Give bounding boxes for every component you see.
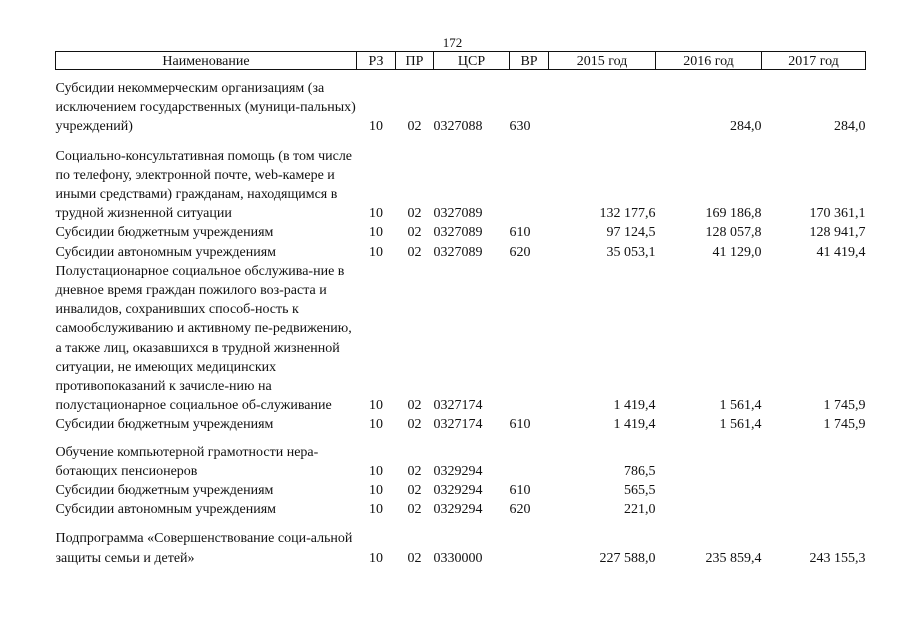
- row-vr: [510, 262, 549, 416]
- table-row: [56, 415, 866, 434]
- row-csr: 0327089: [433, 225, 483, 241]
- row-vr: 620: [509, 244, 531, 260]
- row-pr: 02: [407, 502, 422, 518]
- row-2017: 128 941,7: [809, 225, 866, 241]
- row-csr: 0327174: [433, 398, 483, 414]
- table-row: [56, 262, 866, 416]
- row-pr: 02: [407, 398, 422, 414]
- row-2017: [762, 500, 866, 519]
- table-row: [56, 243, 866, 262]
- header-2016: 2016 год: [656, 52, 762, 70]
- row-pr: 02: [407, 483, 422, 499]
- row-csr: 0329294: [433, 502, 483, 518]
- row-2016: [656, 435, 762, 481]
- row-name: Подпрограмма «Совершенствование соци-альной защиты семьи и детей»: [55, 531, 353, 566]
- row-vr: [510, 519, 549, 567]
- row-name: Полустационарное социальное обслужива-ние в дневное время граждан пожилого воз-раста и инвалидов, сохранивших способ-ность к самообслуживанию и активному пе-редвижению, а также лиц, оказавшихся в трудной жизненной ситуации, не имеющих медицинских противопоказаний к зачисле-нию на полустационарное социальное об-служивание: [55, 263, 352, 414]
- row-name: Субсидии некоммерческим организациям (за исключением государственных (муници-пальных) учреждений): [55, 81, 356, 135]
- row-rz: 10: [369, 483, 383, 499]
- row-2016: 41 129,0: [712, 244, 762, 260]
- header-2017: 2017 год: [762, 52, 866, 70]
- row-csr: 0327089: [433, 206, 483, 222]
- row-csr: 0330000: [433, 550, 483, 566]
- table-row: [56, 519, 866, 567]
- row-2015: 35 053,1: [606, 244, 656, 260]
- row-2015: 1 419,4: [613, 398, 656, 414]
- row-2016: [656, 481, 762, 500]
- table-row: [56, 70, 866, 137]
- row-rz: 10: [369, 398, 383, 414]
- row-2017: 41 419,4: [816, 244, 866, 260]
- row-2015: 132 177,6: [599, 206, 656, 222]
- row-2016: 235 859,4: [705, 550, 762, 566]
- row-2015: 786,5: [624, 463, 656, 479]
- header-rz: РЗ: [357, 52, 396, 70]
- row-vr: [510, 137, 549, 224]
- row-2015: 221,0: [624, 502, 656, 518]
- header-pr: ПР: [396, 52, 434, 70]
- row-rz: 10: [369, 502, 383, 518]
- row-rz: 10: [369, 119, 383, 135]
- table-row: [56, 223, 866, 242]
- row-2017: 243 155,3: [809, 550, 866, 566]
- row-name: Субсидии автономным учреждениям: [55, 502, 277, 518]
- row-2017: [762, 435, 866, 481]
- row-csr: 0327174: [433, 417, 483, 433]
- table-row: [56, 435, 866, 481]
- row-vr: 610: [509, 417, 531, 433]
- row-pr: 02: [407, 225, 422, 241]
- page-number: 172: [442, 35, 463, 50]
- row-2016: 1 561,4: [719, 398, 762, 414]
- row-2015: 97 124,5: [606, 225, 656, 241]
- row-name: Субсидии бюджетным учреждениям: [55, 225, 274, 241]
- row-name: Субсидии бюджетным учреждениям: [55, 417, 274, 433]
- row-pr: 02: [407, 550, 422, 566]
- row-name: Социально-консультативная помощь (в том числе по телефону, электронной почте, web-камере и иными средствами) гражданам, находящимся в трудной жизненной ситуации: [55, 148, 353, 222]
- row-csr: 0329294: [433, 463, 483, 479]
- row-name: Субсидии бюджетным учреждениям: [55, 483, 274, 499]
- row-pr: 02: [407, 206, 422, 222]
- row-2015: 565,5: [624, 483, 656, 499]
- row-rz: 10: [369, 206, 383, 222]
- row-rz: 10: [369, 550, 383, 566]
- row-2017: 1 745,9: [823, 398, 866, 414]
- row-2017: [762, 481, 866, 500]
- row-2017: 170 361,1: [809, 206, 866, 222]
- row-2016: 284,0: [730, 119, 762, 135]
- row-pr: 02: [407, 244, 422, 260]
- row-pr: 02: [407, 463, 422, 479]
- row-rz: 10: [369, 244, 383, 260]
- row-vr: 610: [509, 483, 531, 499]
- row-2016: 1 561,4: [719, 417, 762, 433]
- row-2016: 169 186,8: [705, 206, 762, 222]
- budget-table: [55, 51, 866, 568]
- row-csr: 0327088: [433, 119, 483, 135]
- row-csr: 0327089: [433, 244, 483, 260]
- row-2016: [656, 500, 762, 519]
- row-2015: 227 588,0: [599, 550, 656, 566]
- header-csr: ЦСР: [434, 52, 510, 70]
- table-row: [56, 481, 866, 500]
- row-pr: 02: [407, 417, 422, 433]
- row-rz: 10: [369, 417, 383, 433]
- row-name: Обучение компьютерной грамотности нера-ботающих пенсионеров: [55, 444, 319, 479]
- header-name: Наименование: [56, 52, 357, 70]
- row-vr: 620: [509, 502, 531, 518]
- row-csr: 0329294: [433, 483, 483, 499]
- table-row: [56, 500, 866, 519]
- table-row: [56, 137, 866, 224]
- header-row: [56, 52, 866, 70]
- header-vr: ВР: [510, 52, 549, 70]
- row-name: Субсидии автономным учреждениям: [55, 244, 277, 260]
- row-vr: 610: [509, 225, 531, 241]
- row-vr: [510, 435, 549, 481]
- row-2016: 128 057,8: [705, 225, 762, 241]
- row-2017: 1 745,9: [823, 417, 866, 433]
- header-2015: 2015 год: [549, 52, 656, 70]
- row-rz: 10: [369, 225, 383, 241]
- row-pr: 02: [407, 119, 422, 135]
- row-2017: 284,0: [834, 119, 866, 135]
- row-vr: 630: [509, 119, 531, 135]
- row-2015: 1 419,4: [613, 417, 656, 433]
- row-rz: 10: [369, 463, 383, 479]
- row-2015: [549, 70, 656, 137]
